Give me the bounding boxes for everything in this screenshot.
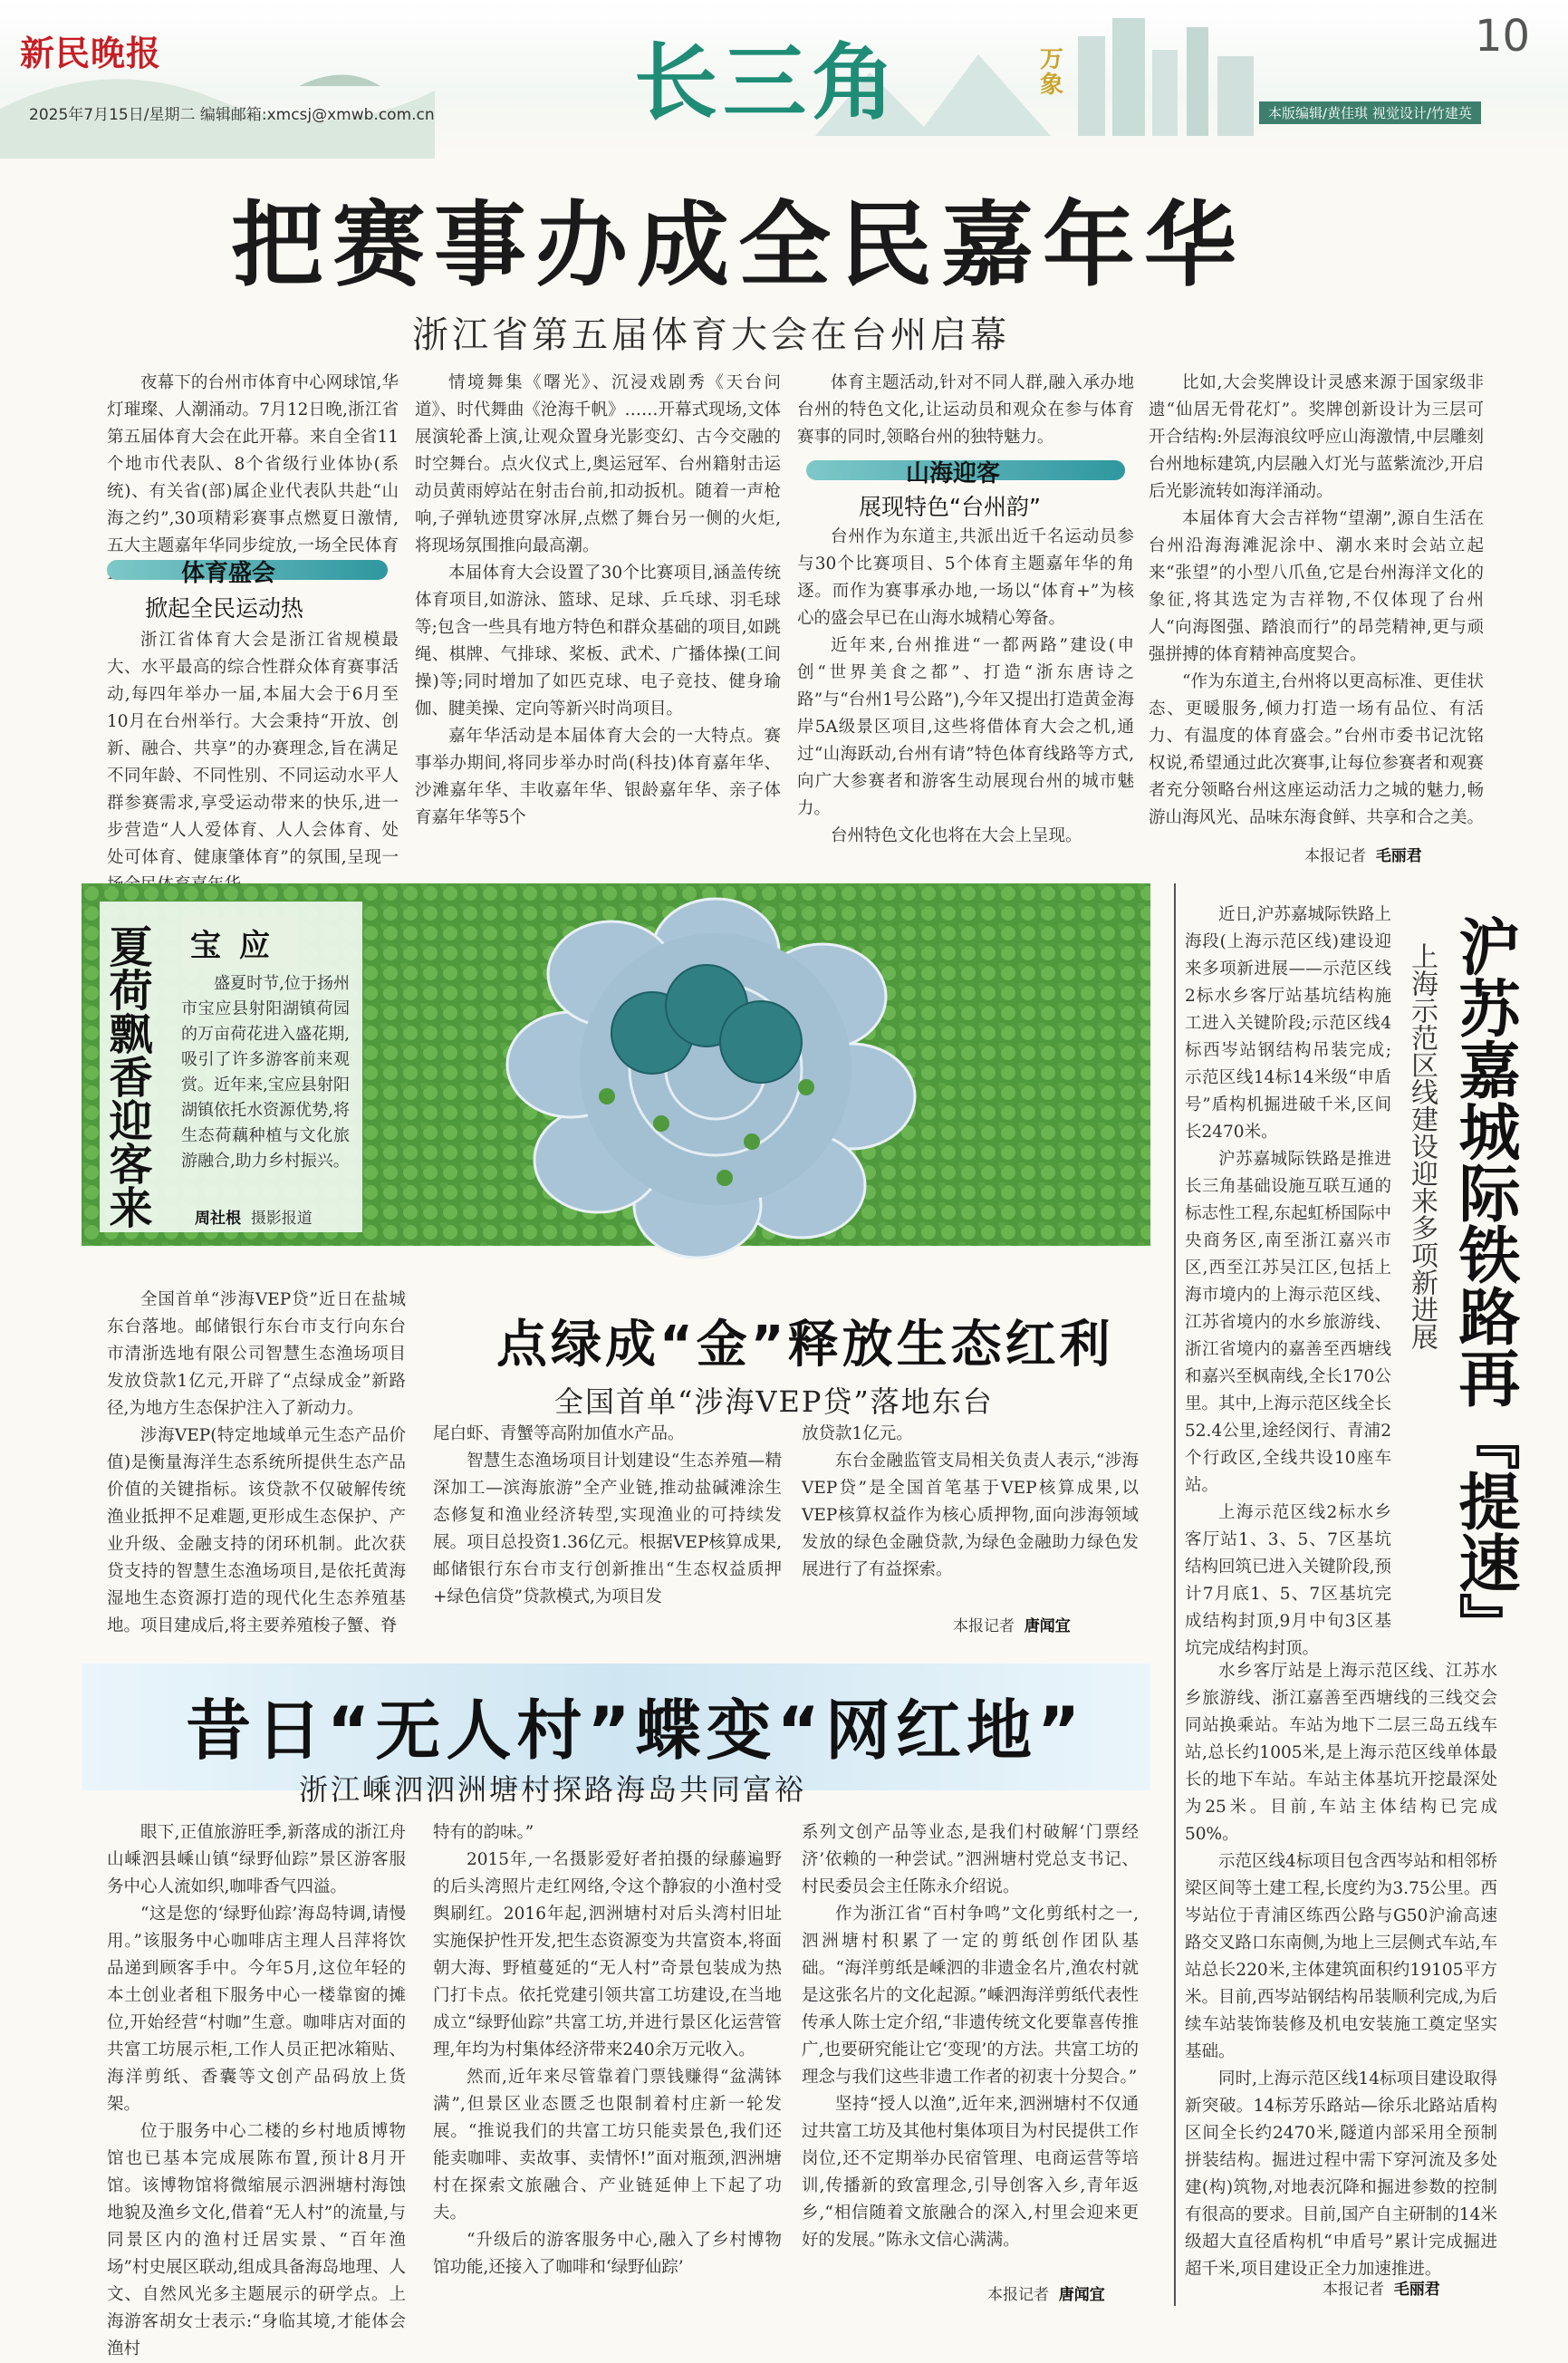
photo-title: 夏荷飘香迎客来 xyxy=(101,924,152,1229)
photo-credit-role: 摄影报道 xyxy=(250,1210,313,1228)
paragraph: 盛夏时节,位于扬州市宝应县射阳湖镇荷园的万亩荷花进入盛花期,吸引了许多游客前来观赏。近年来,宝应县射阳湖镇依托水资源优势,将生态荷藕种植与文化旅游融合,助力乡村振兴。 xyxy=(181,974,350,1171)
paragraph: 眼下,正值旅游旺季,新落成的浙江舟山嵊泗县嵊山镇“绿野仙踪”景区游客服务中心人流如织,咖啡香气四溢。 xyxy=(107,1823,406,1896)
paragraph: 水乡客厅站是上海示范区线、江苏水乡旅游线、浙江嘉善至西塘线的三线交会同站换乘站。车站为地下二层三岛五线车站,总长约1005米,是上海示范区线单体最长的地下车站。车站主体基坑开挖最深处为25米。目前,车站主体结构已完成50%。 xyxy=(1185,1662,1497,1844)
photo-credit xyxy=(195,1205,313,1228)
eco-column-2 xyxy=(433,1421,782,1643)
paragraph: 涉海VEP(特定地域单元生态产品价值)是衡量海洋生态系统所提供生态产品价值的关键指标。该贷款不仅破解传统渔业抵押不足难题,更形成生态保护、产业升级、金融支持的闭环机制。此次获贷支持的智慧生态渔场项目,是依托黄海湿地生态资源打造的现代化生态养殖基地。项目建成后,将主要养殖梭子蟹、脊 xyxy=(107,1426,406,1635)
paragraph: 本届体育大会设置了30个比赛项目,涵盖传统体育项目,如游泳、篮球、足球、乒乓球、羽毛球等;包含一些具有地方特色和群众基础的项目,如跳绳、棋牌、气排球、桨板、武术、广播体操(工间操)等;同时增加了如匹克球、电子竞技、健身瑜伽、腱美操、定向等新兴时尚项目。 xyxy=(415,564,781,719)
paragraph: 嘉年华活动是本届体育大会的一大特点。赛事举办期间,将同步举办时尚(科技)体育嘉年华、沙滩嘉年华、丰收嘉年华、银龄嘉年华、亲子体育嘉年华等5个 xyxy=(415,727,781,827)
byline-prefix: 本报记者 xyxy=(987,2286,1049,2304)
photo-credit-name: 周社根 xyxy=(195,1210,241,1228)
byline-name: 唐闻宜 xyxy=(1058,2286,1105,2304)
rail-byline xyxy=(1323,2276,1440,2299)
column-title: 长三角 xyxy=(634,34,901,131)
village-column-3 xyxy=(802,1819,1139,2281)
eco-byline xyxy=(953,1613,1071,1635)
lead-column-3a xyxy=(797,370,1134,456)
section-title-2: 山海迎客 xyxy=(906,460,1001,487)
village-column-1 xyxy=(107,1819,406,2358)
paragraph: 沪苏嘉城际铁路是推进长三角基础设施互联互通的标志性工程,东起虹桥国际中央商务区,南至浙江嘉兴市区,西至江苏吴江区,包括上海市境内的上海示范区线、江苏省境内的水乡旅游线、浙江省境内的嘉善至西塘线和嘉兴至枫南线,全长170公里。其中,上海示范区线全长52.4公里,途经闵行、青浦2个行政区,全线共设10座车站。 xyxy=(1185,1150,1391,1495)
paragraph: 系列文创产品等业态,是我们村破解‘门票经济’依赖的一种尝试。”泗洲塘村党总支书记、村民委员会主任陈永介绍说。 xyxy=(802,1823,1139,1896)
byline-prefix: 本报记者 xyxy=(1323,2281,1384,2299)
section-subtitle-2: 展现特色“台州韵” xyxy=(859,494,1041,520)
paragraph: 比如,大会奖牌设计灵感来源于国家级非遗“仙居无骨花灯”。奖牌创新设计为三层可开合结构:外层海浪纹呼应山海激情,中层雕刻台州地标建筑,内层融入灯光与蓝紫流沙,开启后光影流转如海洋涌动。 xyxy=(1149,373,1484,501)
paragraph: 坚持“授人以渔”,近年来,泗洲塘村不仅通过共富工坊及其他村集体项目为村民提供工作岗位,还不定期举办民宿管理、电商运营等培训,传播新的致富理念,引导创客入乡,青年返乡,“相信随着文旅融合的深入,村里会迎来更好的发展。”陈永文信心满满。 xyxy=(802,2095,1139,2250)
paragraph: 特有的韵味。” xyxy=(433,1823,534,1842)
rail-headline: 沪苏嘉城际铁路再『提速』 xyxy=(1448,915,1520,1654)
paragraph: 智慧生态渔场项目计划建设“生态养殖—精深加工—滨海旅游”全产业链,推动盐碱滩涂生态修复和渔业经济转型,实现渔业的可持续发展。项目总投资1.36亿元。根据VEP核算成果,邮储银行东台市支行创新推出“生态权益质押+绿色信贷”贷款模式,为项目发 xyxy=(433,1452,782,1606)
paragraph: 示范区线4标项目包含西岑站和相邻桥梁区间等土建工程,长度约为3.75公里。西岑站位于青浦区练西公路与G50沪渝高速路交叉路口东南侧,为地上三层侧式车站,车站总长220米,主体建筑面积约19105平方米。目前,西岑站钢结构吊装顺利完成,为后续车站装饰装修及机电安装施工奠定坚实基础。 xyxy=(1185,1852,1497,2061)
paragraph: 东台金融监管支局相关负责人表示,“涉海VEP贷”是全国首笔基于VEP核算成果,以VEP核算权益作为核心质押物,面向涉海领域发放的绿色金融贷款,为绿色金融助力绿色发展进行了有益探索。 xyxy=(802,1452,1139,1579)
rail-column-top xyxy=(1185,902,1391,1658)
column-divider xyxy=(1174,883,1176,2306)
paragraph: 浙江省体育大会是浙江省规模最大、水平最高的综合性群众体育赛事活动,每四年举办一届,本届大会于6月至10月在台州举行。大会秉持“开放、创新、融合、共享”的办赛理念,旨在满足不同年龄、不同性别、不同运动水平人群参赛需求,享受运动带来的快乐,进一步营造“人人爱体育、人人会体育、处处可体育、健康肇体育”的氛围,呈现一 xyxy=(107,631,399,867)
paragraph: 全国首单“涉海VEP贷”近日在盐城东台落地。邮储银行东台市支行向东台市清浙选地有限公司智慧生态渔场项目发放贷款1亿元,开辟了“点绿成金”新路径,为地方生态保护注入了新动力。 xyxy=(107,1290,406,1418)
photo-place: 宝应 xyxy=(181,917,297,969)
lead-column-2 xyxy=(415,370,781,873)
paragraph: “升级后的游客服务中心,融入了乡村博物馆功能,还接入了咖啡和‘绿野仙踪’ xyxy=(433,2231,782,2277)
paragraph: 本届体育大会吉祥物“望潮”,源自生活在台州沿海海滩泥涂中、潮水来时会站立起来“张望”的小型八爪鱼,它是台州海洋文化的象征,将其选定为吉祥物,不仅体现了台州人“向海图强、踏浪而行”的昂莞精神,更与顽强拼搏的体育精神高度契合。 xyxy=(1149,509,1484,664)
lead-subheadline: 浙江省第五届体育大会在台州启幕 xyxy=(412,314,1010,356)
paragraph: 2015年,一名摄影爱好者拍摄的绿藤遍野的后头湾照片走红网络,令这个静寂的小渔村受舆刷红。2016年起,泗洲塘村对后头湾村旧址实施保护性开发,把生态资源变为共富资本,将面朝大海、野植蔓延的“无人村”奇景包装成为热门打卡点。依托党建引领共富工坊建设,在当地成立“绿野仙踪”共富工坊,并进行景区化运营管理,年均为村集体经济带来240余万元收入。 xyxy=(433,1850,782,2059)
paragraph: 尾白虾、青蟹等高附加值水产品。 xyxy=(433,1424,685,1443)
rail-column-bottom xyxy=(1185,1658,1497,2279)
paragraph: 情境舞集《曙光》、沉浸戏剧秀《天台问道》、时代舞曲《沧海千帆》……开幕式现场,文体展演轮番上演,让观众置身光影变幻、古今交融的时空舞台。点火仪式上,奥运冠军、台州籍射击运动员黄雨婷站在射击台前,扣动扳机。随着一声枪响,子弹轨迹贯穿冰屏,点燃了舞台另一侧的火炬,将现场氛围推向最高潮。 xyxy=(415,373,781,555)
byline-name: 毛丽君 xyxy=(1375,847,1422,865)
eco-subheadline: 全国首单“涉海VEP贷”落地东台 xyxy=(554,1384,994,1419)
paragraph: “这是您的‘绿野仙踪’海岛特调,请慢用。”该服务中心咖啡店主理人吕萍将饮品递到顾客手中。今年5月,这位年轻的本土创业者租下服务中心一楼靠窗的摊位,开始经营“村咖”生意。咖啡店对面的共富工坊展示柜,工作人员正把冰箱贴、海洋剪纸、香囊等文创产品码放上货架。 xyxy=(107,1905,406,2114)
paragraph: 近年来,台州推进“一都两路”建设(申创“世界美食之都”、打造“浙东唐诗之路”与“台州1号公路”),今年又提出打造黄金海岸5A级景区项目,这些将借体育大会之机,通过“山海跃动,台州有请”特色体育线路等方式,向广大参赛者和游客生动展现台州的城市魅力。 xyxy=(797,636,1134,818)
village-subheadline: 浙江嵊泗泗洲塘村探路海岛共同富裕 xyxy=(299,1772,807,1807)
section-subtitle-1: 掀起全民运动热 xyxy=(145,595,304,622)
lead-byline xyxy=(1304,843,1422,865)
paragraph: 放贷款1亿元。 xyxy=(802,1424,913,1443)
page-number: 10 xyxy=(1475,11,1531,62)
rail-subheadline: 上海示范区线建设迎来多项新进展 xyxy=(1406,942,1438,1350)
village-headline: 昔日“无人村”蝶变“网红地” xyxy=(186,1693,1086,1769)
village-byline xyxy=(987,2281,1105,2304)
paragraph: 位于服务中心二楼的乡村地质博物馆也已基本完成展陈布置,预计8月开馆。该博物馆将微缩展示泗洲塘村海蚀地貌及渔乡文化,借着“无人村”的流量,与同景区内的渔村迁居实景、“百年渔场”村史展区联动,组成具备海岛地理、人文、自然风光多主题展示的研学点。上海游客胡女士表示:“身临其境,才能体会渔村 xyxy=(107,2122,406,2358)
paragraph: 上海示范区线2标水乡客厅站1、3、5、7区基坑结构回筑已进入关键阶段,预计7月底1、5、7区基坑完成结构封顶,9月中旬3区基坑完成结构封顶。 xyxy=(1185,1503,1391,1658)
page-header xyxy=(0,0,1568,159)
byline-name: 毛丽君 xyxy=(1393,2281,1440,2299)
paragraph: 夜幕下的台州市体育中心网球馆,华灯璀璨、人潮涌动。7月12日晚,浙江省第五届体育大会在此开幕。来自全省11个地市代表队、8个省级行业体协(系统)、有关省(部)属企业代表队共赴“山海之约”,30项精彩赛事点燃夏日激情,五大主题嘉年华同步绽放,一场全民体育 xyxy=(107,373,399,555)
date-line: 2025年7月15日/星期二 编辑邮箱:xmcsj@xmwb.com.cn xyxy=(29,106,435,124)
lead-headline: 把赛事办成全民嘉年华 xyxy=(231,192,1246,300)
column-subtitle: 万象 xyxy=(1040,46,1064,99)
village-column-2 xyxy=(433,1819,782,2309)
byline-prefix: 本报记者 xyxy=(1304,847,1366,865)
photo-text xyxy=(181,971,350,1189)
paragraph: 近日,沪苏嘉城际铁路上海段(上海示范区线)建设迎来多项新进展——示范区线2标水乡客厅站基坑结构施工进入关键阶段;示范区线4标西岑站钢结构吊装完成;示范区线14标14米级“申盾号”盾构机掘进破千米,区间长2470米。 xyxy=(1185,905,1391,1142)
byline-name: 唐闻宜 xyxy=(1024,1617,1071,1635)
lead-column-4 xyxy=(1149,370,1484,841)
eco-headline: 点绿成“金”释放生态红利 xyxy=(496,1316,1114,1374)
lead-column-1 xyxy=(107,370,399,569)
section-title-1: 体育盛会 xyxy=(181,560,276,587)
paragraph: 作为浙江省“百村争鸣”文化剪纸村之一,泗洲塘村积累了一定的剪纸创作团队基础。“海洋剪纸是嵊泗的非遗金名片,渔农村就是这张名片的文化起源。”嵊泗海洋剪纸代表性传承人陈士定介绍,“非遗传统文化要靠喜传推广,也要研究能让它‘变现’的方法。共富工坊的理念与我们这些非遗工作者的初衷十分契合。” xyxy=(802,1905,1139,2087)
byline-prefix: 本报记者 xyxy=(953,1617,1015,1635)
masthead-logo: 新民晚报 xyxy=(20,34,162,73)
paragraph: 然而,近年来尽管靠着门票钱赚得“盆满钵满”,但景区业态匮乏也限制着村庄新一轮发展。“推说我们的共富工坊只能卖景色,我们还能卖咖啡、卖故事、卖情怀!”面对瓶颈,泗洲塘村在探索文旅融合、产业链延伸上下起了功夫。 xyxy=(433,2068,782,2223)
paragraph: 台州作为东道主,共派出近千名运动员参与30个比赛项目、5个体育主题嘉年华的角逐。而作为赛事承办地,一场以“体育+”为核心的盛会早已在山海水城精心筹备。 xyxy=(797,527,1134,628)
page-credits: 本版编辑/黄佳琪 视觉设计/竹建英 xyxy=(1259,101,1481,124)
eco-column-3 xyxy=(802,1421,1139,1602)
paragraph: 台州特色文化也将在大会上呈现。 xyxy=(831,826,1082,845)
paragraph: 同时,上海示范区线14标项目建设取得新突破。14标芳乐路站—徐乐北路站盾构区间全长约2470米,隧道内部采用全预制拼装结构。掘进过程中需下穿河流及多处建(构)筑物,对地表沉降和掘进参数的控制有很高的要求。目前,国产自主研制的14米级超大直径盾构机“申盾号”累计完成掘进超千米,项目建设正全力加速推进。 xyxy=(1185,2069,1497,2279)
eco-column-1 xyxy=(107,1287,406,1640)
lead-column-3b xyxy=(797,524,1134,873)
paragraph: “作为东道主,台州将以更高标准、更佳状态、更暖服务,倾力打造一场有品位、有活力、有温度的体育盛会。”台州市委书记沈铭权说,希望通过此次赛事,让每位参赛者和观赛者充分领略台州这座运动活力之城的魅力,畅游山海风光、品味东海食鲜、共享和合之美。 xyxy=(1149,672,1485,827)
lead-column-1b xyxy=(107,627,399,872)
paragraph: 体育主题活动,针对不同人群,融入承办地台州的特色文化,让运动员和观众在参与体育赛事的同时,领略台州的独特魅力。 xyxy=(797,373,1134,447)
